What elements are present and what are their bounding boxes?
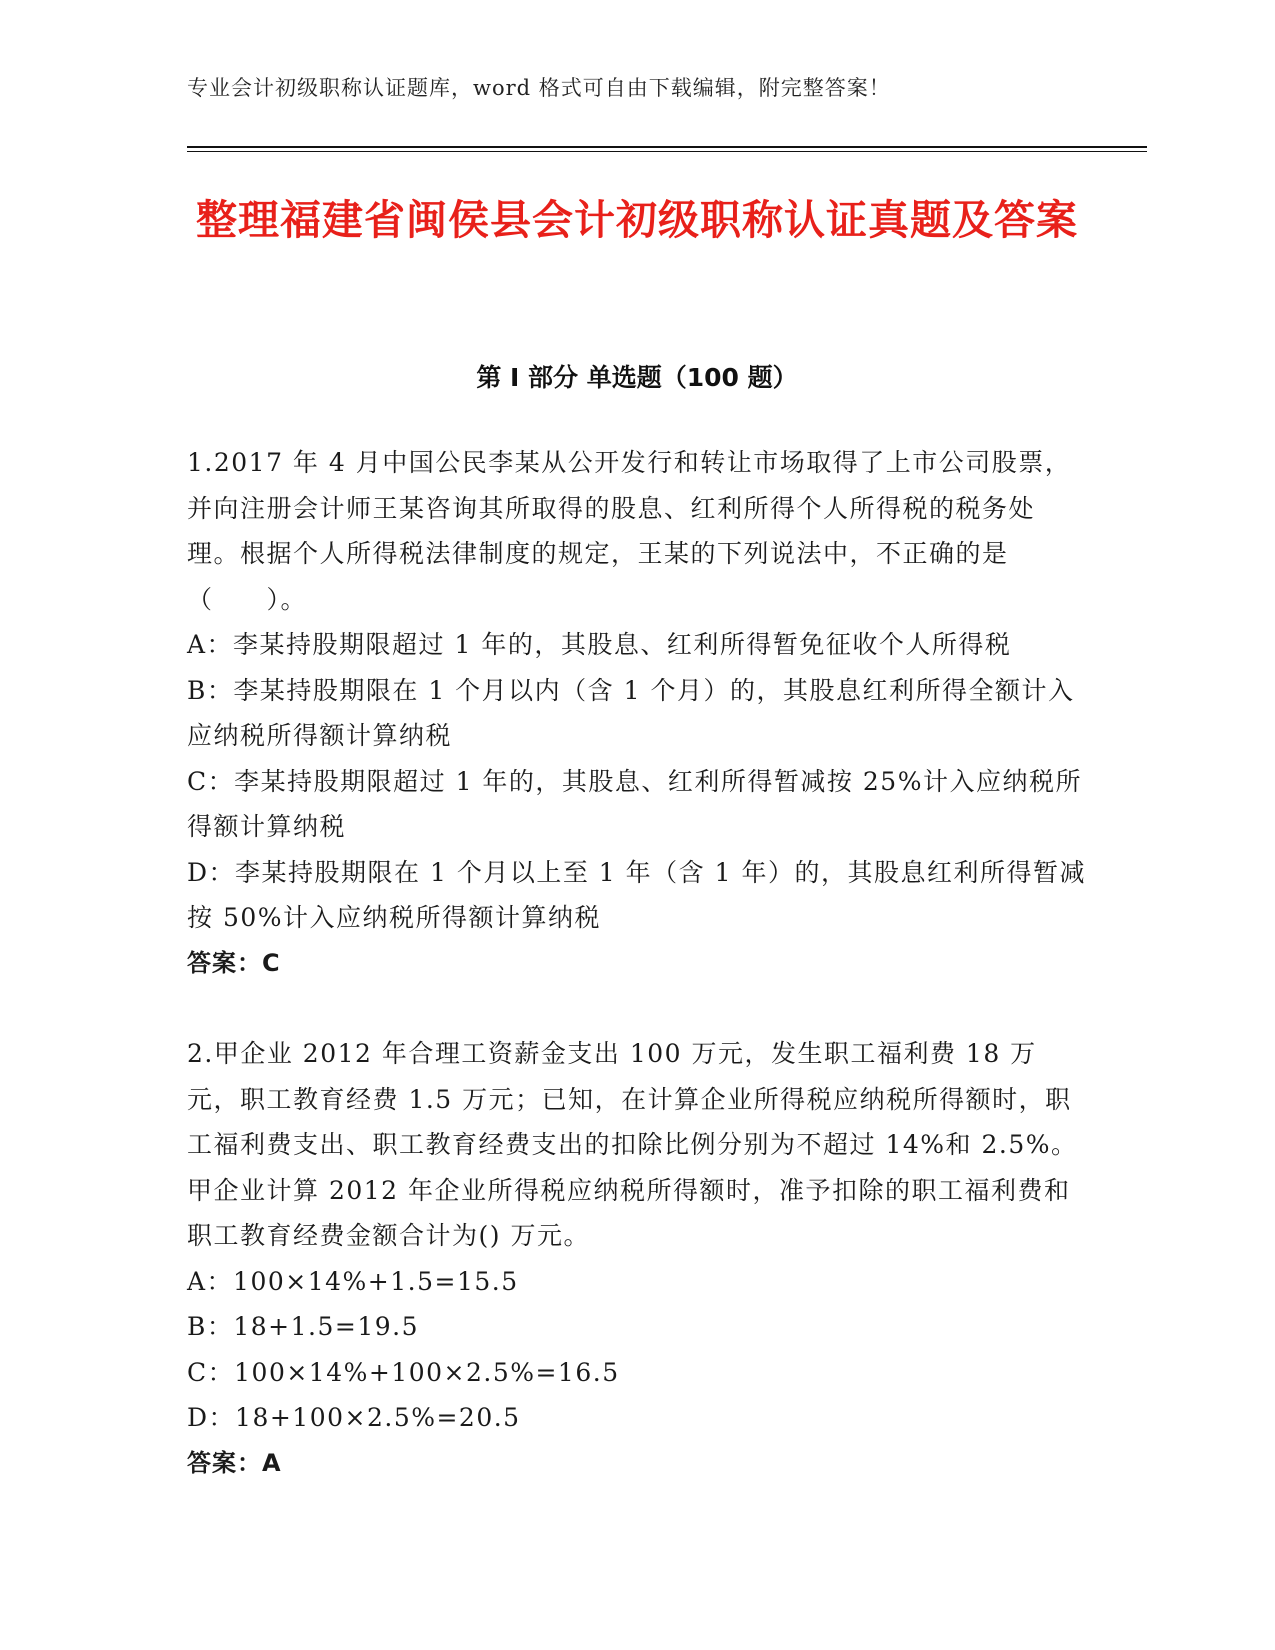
question-list	[187, 440, 1087, 1486]
section-heading: 第 I 部分 单选题（100 题）	[476, 363, 798, 392]
header-rule-thick	[187, 146, 1147, 148]
option-d: D：18+100×2.5%=20.5	[187, 1403, 521, 1432]
question-1	[187, 440, 1087, 986]
option-d: D：李某持股期限在 1 个月以上至 1 年（含 1 年）的，其股息红利所得暂减按 50%计入应纳税所得额计算纳税	[187, 857, 1086, 932]
option-b: B：18+1.5=19.5	[187, 1312, 420, 1341]
option-c: C：李某持股期限超过 1 年的，其股息、红利所得暂减按 25%计入应纳税所得额计算纳税	[187, 766, 1082, 841]
answer-line: 答案：A	[187, 1448, 282, 1477]
option-b: B：李某持股期限在 1 个月以内（含 1 个月）的，其股息红利所得全额计入应纳税所得额计算纳税	[187, 675, 1075, 750]
question-stem: 1.2017 年 4 月中国公民李某从公开发行和转让市场取得了上市公司股票，并向注册会计师王某咨询其所取得的股息、红利所得个人所得税的税务处理。根据个人所得税法律制度的规定，王某的下列说法中，不正确的是（ ）。	[187, 448, 1072, 614]
answer-line: 答案：C	[187, 948, 281, 977]
header-rule-thin	[187, 151, 1147, 152]
option-a: A：李某持股期限超过 1 年的，其股息、红利所得暂免征收个人所得税	[187, 630, 1012, 659]
question-stem: 2.甲企业 2012 年合理工资薪金支出 100 万元，发生职工福利费 18 万元，职工教育经费 1.5 万元；已知，在计算企业所得税应纳税所得额时，职工福利费支出、职工教育经费支出的扣除比例分别为不超过 14%和 2.5%。甲企业计算 2012 年企业所得税应纳税所得额时，准予扣除的职工福利费和职工教育经费金额合计为() 万元。	[187, 1039, 1078, 1250]
option-a: A：100×14%+1.5=15.5	[187, 1266, 519, 1296]
document-title: 整理福建省闽侯县会计初级职称认证真题及答案	[196, 196, 1078, 244]
page-header: 专业会计初级职称认证题库，word 格式可自由下载编辑，附完整答案！	[187, 76, 891, 100]
option-c: C：100×14%+100×2.5%=16.5	[187, 1357, 620, 1387]
question-2	[187, 1031, 1087, 1486]
